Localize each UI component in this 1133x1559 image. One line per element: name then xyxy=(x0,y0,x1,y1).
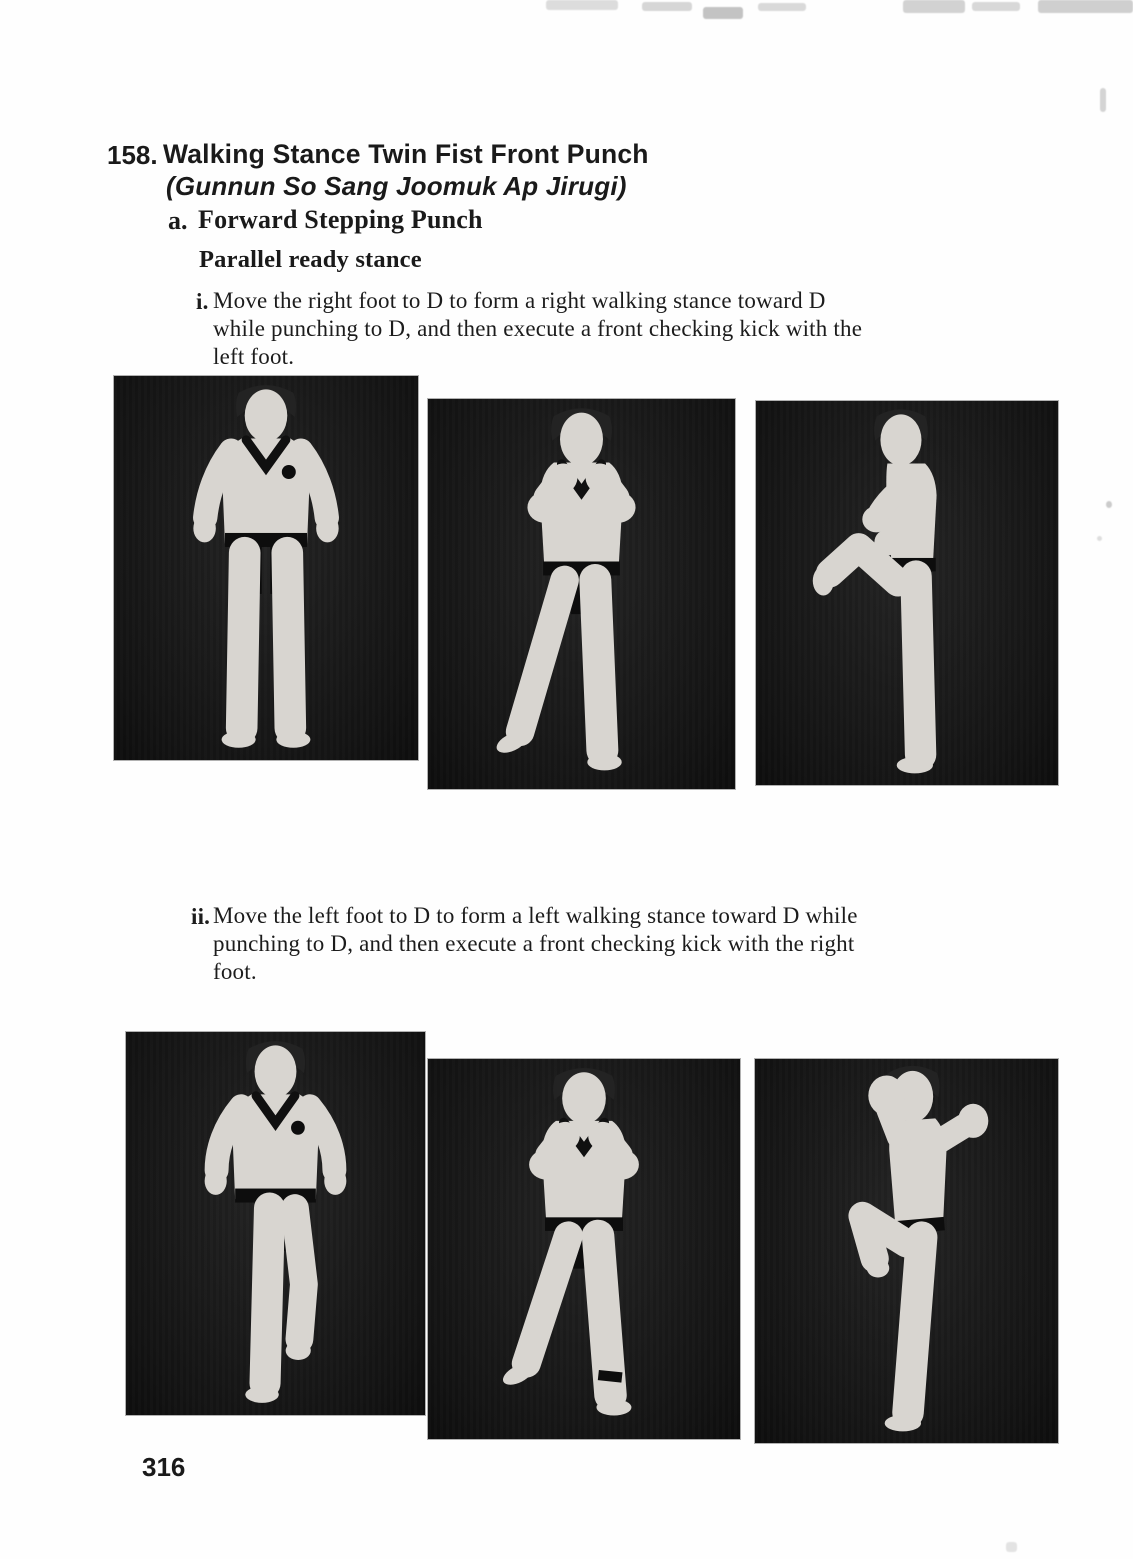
photo-left-walking-stance-twin-fist-punch xyxy=(428,1059,740,1439)
section-title: Forward Stepping Punch xyxy=(198,205,483,234)
scan-artifact xyxy=(972,2,1020,11)
page-number: 316 xyxy=(142,1452,186,1482)
step-text-line: while punching to D, and then execute a front checking kick with the xyxy=(213,315,863,341)
scan-artifact xyxy=(546,0,618,10)
scan-artifact xyxy=(1106,501,1112,508)
photo-left-foot-stepping xyxy=(126,1032,425,1415)
step-ii-marker: ii. xyxy=(191,904,211,929)
figure-ready-stance-illustration xyxy=(114,376,418,760)
step-text-line: punching to D, and then execute a front checking kick with the right xyxy=(213,930,855,956)
scan-artifact xyxy=(903,0,965,13)
section-marker: a. xyxy=(168,206,188,235)
figure-twin-punch-right-stance-illustration xyxy=(428,399,735,789)
scan-artifact xyxy=(1006,1542,1017,1552)
scan-artifact xyxy=(1038,0,1133,13)
stance-heading: Parallel ready stance xyxy=(199,246,422,273)
heading-index: 158. xyxy=(107,140,158,170)
photo-front-checking-kick-right-foot xyxy=(755,1059,1058,1443)
figure-stepping-forward-illustration xyxy=(126,1032,425,1415)
step-i-marker: i. xyxy=(196,289,209,314)
photo-right-walking-stance-twin-fist-punch xyxy=(428,399,735,789)
photo-parallel-ready-stance xyxy=(114,376,418,760)
scan-artifact xyxy=(1097,536,1102,541)
scan-artifact xyxy=(1100,88,1106,112)
figure-checking-kick-angled-illustration xyxy=(755,1059,1058,1443)
figure-checking-kick-side-illustration xyxy=(756,401,1058,785)
scan-artifact xyxy=(642,2,692,11)
step-text-line: Move the right foot to D to form a right walking stance toward D xyxy=(213,288,826,313)
step-i-text xyxy=(213,287,862,370)
page-title: Walking Stance Twin Fist Front Punch xyxy=(163,139,649,169)
step-text-line: left foot. xyxy=(213,343,295,369)
page-subtitle-korean-romanization: (Gunnun So Sang Joomuk Ap Jirugi) xyxy=(166,171,627,201)
scan-artifact xyxy=(758,3,806,11)
photo-front-checking-kick-left-foot xyxy=(756,401,1058,785)
figure-twin-punch-left-stance-illustration xyxy=(428,1059,740,1439)
step-ii-text xyxy=(213,902,858,985)
step-text-line: foot. xyxy=(213,958,257,984)
scan-artifact xyxy=(703,7,743,19)
step-text-line: Move the left foot to D to form a left walking stance toward D while xyxy=(213,903,858,928)
